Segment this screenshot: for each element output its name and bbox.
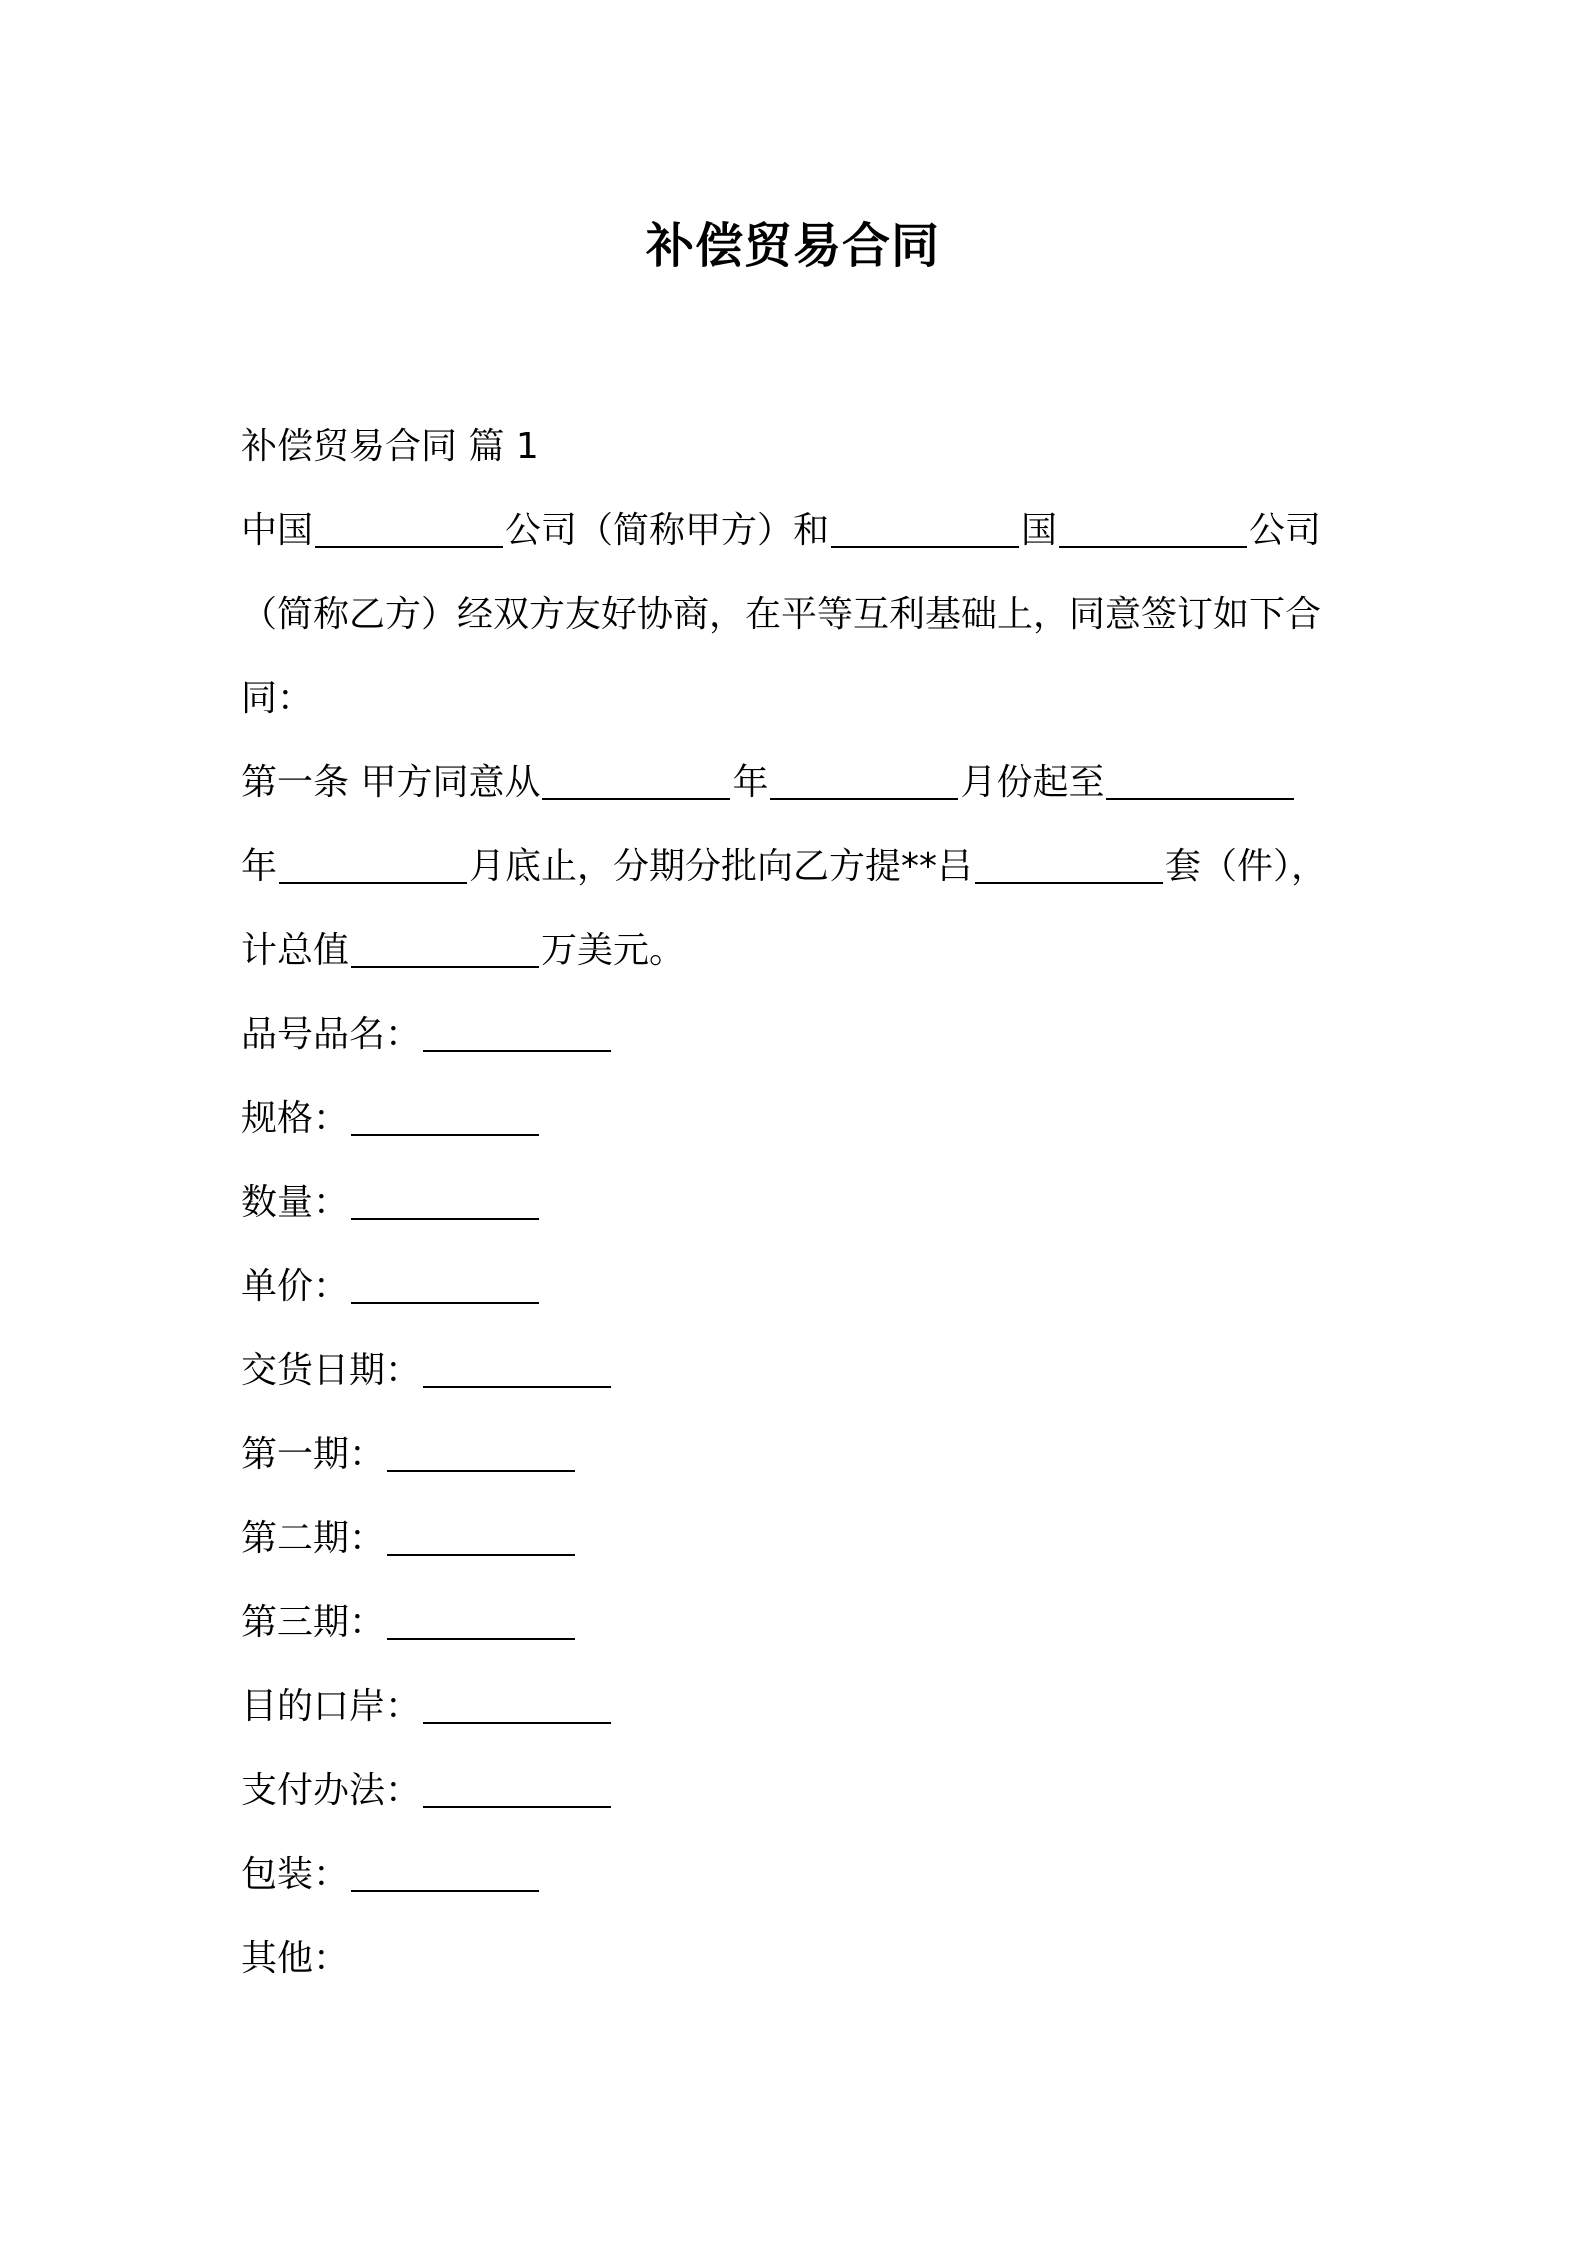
article-text: 第一条 甲方同意从 xyxy=(241,762,541,803)
field-line xyxy=(241,1917,1361,2001)
field-label: 数量： xyxy=(241,1182,350,1223)
field-line xyxy=(241,1245,1361,1329)
field-blank xyxy=(351,1850,539,1892)
blank-company-a xyxy=(315,506,503,548)
field-label: 第二期： xyxy=(241,1518,386,1559)
article-text: 年 xyxy=(241,846,278,887)
field-label: 支付办法： xyxy=(241,1770,422,1811)
article-text: 月份起至 xyxy=(960,762,1105,803)
blank-company-b xyxy=(1059,506,1247,548)
blank-start-year xyxy=(542,758,730,800)
intro-text: 国 xyxy=(1021,510,1058,551)
document-body xyxy=(241,405,1361,2001)
article1-line-2 xyxy=(241,825,1361,909)
field-blank xyxy=(423,1010,611,1052)
intro-text: 公司 xyxy=(1249,510,1322,551)
field-line xyxy=(241,1581,1361,1665)
field-line xyxy=(241,1749,1361,1833)
field-blank xyxy=(351,1262,539,1304)
field-label: 品号品名： xyxy=(241,1014,422,1055)
field-line xyxy=(241,1497,1361,1581)
blank-start-month xyxy=(770,758,958,800)
field-label: 第三期： xyxy=(241,1602,386,1643)
field-line xyxy=(241,993,1361,1077)
field-blank xyxy=(387,1430,575,1472)
article-text: 万美元。 xyxy=(541,930,686,971)
field-label: 单价： xyxy=(241,1266,350,1307)
article-text: 年 xyxy=(732,762,769,803)
blank-quantity-sets xyxy=(975,842,1163,884)
field-line xyxy=(241,1329,1361,1413)
field-line xyxy=(241,1833,1361,1917)
field-label: 交货日期： xyxy=(241,1350,422,1391)
blank-country xyxy=(831,506,1019,548)
document-title: 补偿贸易合同 xyxy=(645,218,940,274)
intro-text: 公司（简称甲方）和 xyxy=(505,510,830,551)
field-line xyxy=(241,1665,1361,1749)
field-blank xyxy=(351,1094,539,1136)
article1-line-1 xyxy=(241,741,1361,825)
blank-end-month xyxy=(279,842,467,884)
blank-total-value xyxy=(351,926,539,968)
field-blank xyxy=(423,1682,611,1724)
field-line xyxy=(241,1413,1361,1497)
blank-end-year xyxy=(1106,758,1294,800)
field-blank xyxy=(387,1598,575,1640)
intro-text: 中国 xyxy=(241,510,314,551)
field-label: 第一期： xyxy=(241,1434,386,1475)
field-label: 规格： xyxy=(241,1098,350,1139)
article1-line-3 xyxy=(241,909,1361,993)
field-blank xyxy=(423,1346,611,1388)
article-text: 计总值 xyxy=(241,930,350,971)
intro-line-2: （简称乙方）经双方友好协商，在平等互利基础上，同意签订如下合 xyxy=(241,594,1322,635)
field-label: 包装： xyxy=(241,1854,350,1895)
field-line xyxy=(241,1161,1361,1245)
intro-line-3: 同： xyxy=(241,678,314,719)
section-heading: 补偿贸易合同 篇 1 xyxy=(241,426,539,467)
field-blank xyxy=(387,1514,575,1556)
article-text: 月底止，分期分批向乙方提**吕 xyxy=(469,846,974,887)
field-label: 其他： xyxy=(241,1938,350,1979)
intro-line-1 xyxy=(241,489,1361,573)
field-blank xyxy=(423,1766,611,1808)
field-line xyxy=(241,1077,1361,1161)
field-blank xyxy=(351,1178,539,1220)
article-text: 套（件）， xyxy=(1165,846,1328,887)
field-label: 目的口岸： xyxy=(241,1686,422,1727)
